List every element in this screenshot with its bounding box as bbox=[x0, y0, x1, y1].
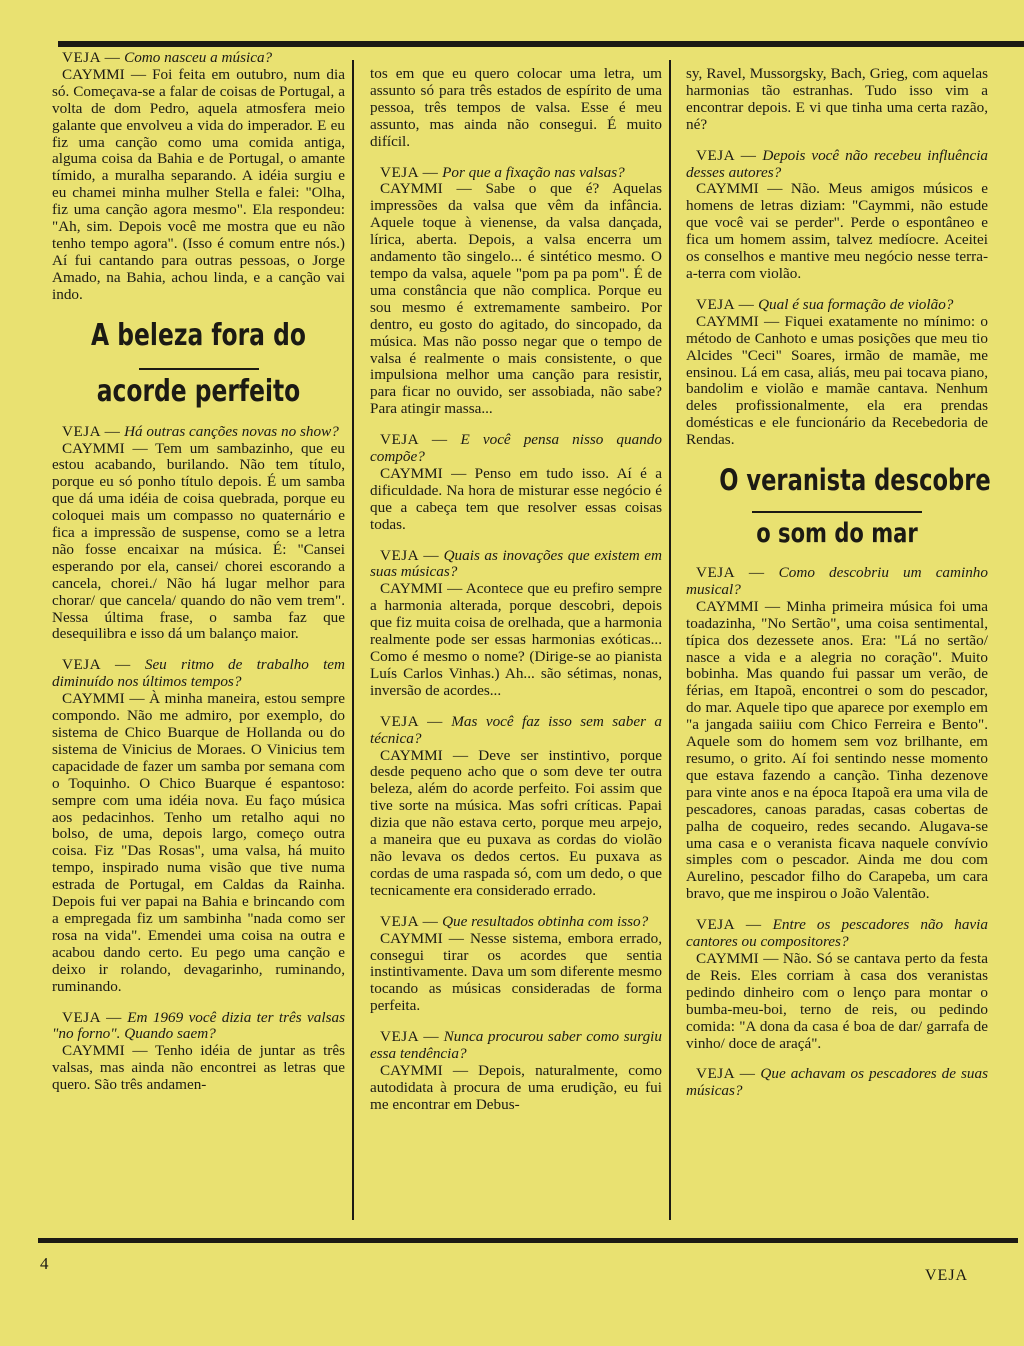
section-headline: O veranista descobre o som do mar bbox=[719, 463, 991, 550]
question: VEJA — Seu ritmo de trabalho tem diminuído nos últimos tempos? bbox=[52, 656, 345, 691]
magazine-name: VEJA bbox=[925, 1267, 969, 1284]
question: VEJA — Nunca procurou saber como surgiu essa tendência? bbox=[370, 1028, 662, 1063]
answer: CAYMMI — Sabe o que é? Aquelas impressões da valsa que vêm da infância. Aquele toque à vienense, da valsa dançada, lírica, aberta. Depois, a valsa encerra um andamento tão singelo... é sintético mesmo. O tempo da valsa, aquele "pom pa pa pom". É de uma constância que não complica. Porque eu sou mesmo é extremamente sambeiro. Por dentro, eu gosto do agitado, do sincopado, da música. Mas não posso negar que o tempo de valsa é realmente o mais consistente, o que impulsiona melhor uma canção para resistir, para ficar no ouvido, ser assobiada, não sabe? Para atingir massa... bbox=[370, 180, 662, 418]
answer: CAYMMI — Tem um sambazinho, que eu estou acabando, burilando. Não tem título, porque eu só ponho título depois. É um samba que dá uma idéia de coisa quebrada, porque eu coloquei mais um compasso no quaternário e fica a impressão de suspense, como se a letra não fosse encaixar na música. É: "Cansei esperando por ela, cansei/ chorei escorando a cancela, chorei./ Não há lugar melhor para chorar/ que cancela/ quando do não vem trem". Nessa última frase, o samba faz que desequilibra e isso dá um balanço maior. bbox=[52, 439, 345, 643]
page-number: 4 bbox=[40, 1254, 49, 1273]
answer: CAYMMI — Depois, naturalmente, como autodidata à procura de uma erudição, eu fui me encontrar em Debus- bbox=[370, 1061, 662, 1113]
answer: CAYMMI — Penso em tudo isso. Aí é a dificuldade. Na hora de misturar esse negócio é que a cabeça tem que resolver essas coisas todas. bbox=[370, 464, 662, 533]
question: VEJA — Há outras canções novas no show? bbox=[62, 422, 339, 440]
column-1 bbox=[52, 50, 345, 1108]
answer: CAYMMI — À minha maneira, estou sempre compondo. Não me admiro, por exemplo, do sistema de Chico Buarque de Hollanda ou do sistema de Vinicius de Moraes. O Vinicius tem capacidade de fazer um samba por semana com o Toquinho. O Chico Buarque é espantoso: sempre com uma idéia nova. Eu faço música aos pedacinhos. Tenho um retalho aqui no bolso, de uma, depois largo, começo outra coisa. Fiz "Das Rosas", uma valsa, há muito tempo, inspirado numa visão que tive numa estrada de Portugal, em Caldas da Rainha. Depois fui ver papai na Bahia e brincando com a empregada fiz um sambinha "nada como ser rosa na vida". Emendei uma coisa na outra e acabou dando certo. Eu pego uma canção e deixo ir rolando, devagarinho, ruminando, ruminando. bbox=[52, 690, 345, 995]
answer: CAYMMI — Deve ser instintivo, porque desde pequeno acho que o som deve ter outra beleza, além do acorde perfeito. Foi assim que tive sorte na música. Mas sofri críticas. Papai dizia que não estava certo, porque meu arpejo, a maneira que eu puxava as cordas do violão não levava os dedos certos. Eu puxava as cordas de uma raspada só, com um dedo, o que tecnicamente era considerado errado. bbox=[370, 746, 662, 899]
question: VEJA — Como descobriu um caminho musical? bbox=[686, 564, 988, 598]
headline-rule bbox=[752, 511, 922, 513]
column-3 bbox=[686, 65, 991, 1114]
question: VEJA — Por que a fixação nas valsas? bbox=[380, 163, 625, 181]
answer: CAYMMI — Nesse sistema, embora errado, consegui tirar os acordes que sentia instintivamente. Dava um som diferente mesmo tocando as músicas consideradas de forma perfeita. bbox=[370, 929, 662, 1015]
section-headline: A beleza fora do acorde perfeito bbox=[91, 317, 306, 409]
column-divider bbox=[352, 60, 354, 1220]
question: VEJA — Depois você não recebeu influência desses autores? bbox=[686, 146, 989, 181]
answer: CAYMMI — Foi feita em outubro, num dia só. Começava-se a falar de coisas de Portugal, a volta de dom Pedro, aquela atmosfera meio galante que envolveu a vida do imperador. E eu fiz uma canção como uma comida antiga, alguma coisa da Bahia e de Portugal, o amante tímido, a muralha separando. A idéia surgiu e eu chamei minha mulher Stella e falei: "Olha, fiz uma canção agora mesmo". Ela respondeu: "Ah, sim. Depois você me mostra que eu não tenho tempo agora". (Isso é comum entre nós.) Aí fui cantando para outras pessoas, o Jorge Amado, na Bahia, achou linda, e a canção vai indo. bbox=[52, 65, 345, 303]
column-divider bbox=[669, 60, 671, 1220]
answer: CAYMMI — Não. Meus amigos músicos e homens de letras diziam: "Caymmi, não estude que você vai se perder". Perde o espontâneo e fica um homem assim, talvez medíocre. Aceitei os conselhos e mantive meu negócio nesse terra-a-terra com violão. bbox=[686, 180, 988, 282]
top-rule bbox=[58, 41, 1024, 47]
answer: CAYMMI — Fiquei exatamente no mínimo: o método de Canhoto e umas posições que meu tio Alcides "Ceci" Soares, irmão de mamãe, me ensinou. Lá em casa, aliás, meu pai tocava piano, bandolim e violão e mamãe cantava. Nenhum deles profissionalmente, ela era prendas domésticas e ele funcionário da Recebedoria de Rendas. bbox=[686, 312, 988, 449]
question: VEJA — Em 1969 você dizia ter três valsas "no forno". Quando saem? bbox=[52, 1008, 345, 1043]
answer: CAYMMI — Não. Só se cantava perto da festa de Reis. Eles corriam à casa dos veranistas pedindo dinheiro com o lenço para montar o bumba-meu-boi, terno de reis, ou pedindo comida: "A dona da casa é boa de dar/ garrafa de vinho/ doce de araçá". bbox=[686, 949, 988, 1052]
bottom-rule bbox=[38, 1238, 1018, 1243]
answer: CAYMMI — Tenho idéia de juntar as três valsas, mas ainda não encontrei as letras que quero. São três andamen- bbox=[52, 1042, 345, 1094]
answer: CAYMMI — Acontece que eu prefiro sempre a harmonia alterada, porque descobri, depois que fiz muita coisa de orelhada, que a harmonia realmente pode ser essas harmonias exóticas... Como é mesmo o nome? (Dirige-se ao pianista Luís Carlos Vinhas.) Ah... são sétimas, nonas, inversão de acordes... bbox=[370, 580, 662, 699]
question: VEJA — Entre os pescadores não havia cantores ou compositores? bbox=[686, 916, 988, 951]
answer: CAYMMI — Minha primeira música foi uma toadazinha, "No Sertão", uma coisa sentimental, típica dos dezessete anos. Era: "Lá no sertão/ nasce a vida e a alegria no coração". Muito bobinha. Mas quando fui passar um verão, de férias, em Itapoã, encontrei o som do pescador, do mar. Aquele tipo que aparece por exemplo em "a jangada saiiiu com Chico Ferreira e Bento". Aquele som do homem sem voz brilhante, em resumo, o grito. Aí foi sentindo nesse momento que estava fazendo a canção. Tinha dezenove para vinte anos e na época Itapoã era uma vila de pescadores, canoas paradas, casas cobertas de palha de coqueiro, redes secando. Alugava-se uma casa e o veranista ficava naquele convívio simples com o pescador. Ainda me dou com Aurelino, pescador filho do Carapeba, um cara bravo, que me inspirou o João Valentão. bbox=[686, 597, 988, 903]
answer: sy, Ravel, Mussorgsky, Bach, Grieg, com aquelas harmonias tão estranhas. Tudo isso vim a encontrar depois. E vi que tinha uma certa razão, né? bbox=[686, 65, 988, 133]
headline-rule bbox=[139, 368, 259, 370]
answer: tos em que eu quero colocar uma letra, um assunto só para três estados de espírito de uma pessoa, três tempos de valsa. Esse é meu assunto, mas ainda não consegui. É muito difícil. bbox=[370, 65, 662, 150]
question: VEJA — Que resultados obtinha com isso? bbox=[380, 912, 649, 930]
question: VEJA — Quais as inovações que existem em suas músicas? bbox=[370, 546, 662, 581]
question: VEJA — Como nasceu a música? bbox=[62, 49, 273, 66]
question: VEJA — Que achavam os pescadores de suas músicas? bbox=[686, 1065, 988, 1100]
question: VEJA — Mas você faz isso sem saber a técnica? bbox=[370, 712, 662, 747]
question: VEJA — Qual é sua formação de violão? bbox=[696, 295, 954, 313]
question: VEJA — E você pensa nisso quando compõe? bbox=[370, 431, 662, 466]
column-2 bbox=[370, 66, 662, 1128]
